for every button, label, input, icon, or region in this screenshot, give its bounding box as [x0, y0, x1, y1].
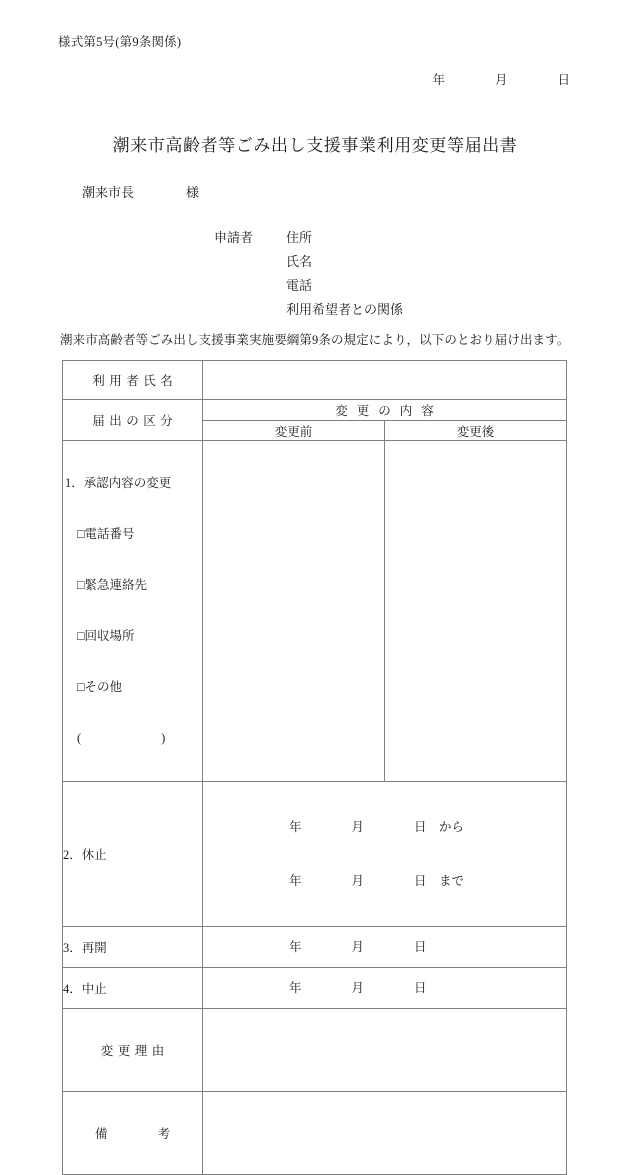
table-row-kubun-header: [63, 400, 567, 441]
table-row-remarks: [63, 1092, 567, 1175]
applicant-row: [214, 275, 403, 299]
approval-change-heading: 1．承認内容の変更: [65, 476, 172, 490]
table-row-user-name: [63, 361, 567, 400]
before-label: 変更前: [203, 421, 385, 441]
applicant-block: [214, 227, 403, 323]
applicant-phone-label: 電話: [286, 278, 313, 293]
change-content-label: 変更の内容: [203, 400, 566, 421]
applicant-relation-label: 利用希望者との関係: [286, 302, 404, 317]
change-content-title-row: [203, 400, 566, 421]
checkbox-other[interactable]: □その他: [77, 680, 123, 694]
applicant-label: 申請者: [214, 230, 254, 245]
paren-open: (: [77, 731, 82, 745]
addressee-line: 潮来市長 様: [82, 185, 200, 200]
after-label: 変更後: [456, 424, 495, 439]
page-title: 潮来市高齢者等ごみ出し支援事業利用変更等届出書: [112, 136, 518, 155]
table-row-suspension: [63, 782, 567, 927]
resume-label: 3．再開: [63, 927, 203, 968]
before-value-cell[interactable]: [203, 441, 385, 781]
approval-change-values-cell: [203, 441, 567, 782]
kubun-label: 届出の区分: [63, 400, 203, 441]
user-name-label: 利用者氏名: [63, 361, 203, 400]
cancel-date-cell[interactable]: [203, 968, 567, 1009]
applicant-row: [214, 299, 403, 323]
suspension-date-from: 年 月 日 から: [289, 820, 465, 834]
remarks-value-cell[interactable]: [203, 1092, 567, 1175]
applicant-address-label: 住所: [286, 230, 313, 245]
resume-date-cell[interactable]: [203, 927, 567, 968]
suspension-label: 2．休止: [63, 782, 203, 927]
applicant-name-label: 氏名: [286, 254, 313, 269]
table-row-cancel: [63, 968, 567, 1009]
table-row-resume: [63, 927, 567, 968]
checkbox-emergency-contact[interactable]: □緊急連絡先: [77, 578, 148, 592]
suspension-dates: [203, 782, 566, 926]
suspension-dates-cell[interactable]: [203, 782, 567, 927]
remarks-label: 備 考: [63, 1092, 203, 1175]
approval-change-options: [63, 441, 203, 782]
applicant-row: [214, 251, 403, 275]
table-row-reason: [63, 1009, 567, 1092]
resume-date: 年 月 日: [289, 940, 427, 954]
checkbox-phone-number[interactable]: □電話番号: [77, 527, 135, 541]
cancel-date: 年 月 日: [289, 981, 427, 995]
user-name-value-cell[interactable]: [203, 361, 567, 400]
applicant-row: [214, 227, 403, 251]
change-content-header-table: [203, 400, 566, 440]
reason-value-cell[interactable]: [203, 1009, 567, 1092]
suspension-date-to: 年 月 日 まで: [289, 874, 465, 888]
change-content-header-cell: [203, 400, 567, 441]
notification-table: [62, 360, 567, 1175]
document-date-line: 年 月 日: [432, 73, 570, 87]
table-row-approval-change: [63, 441, 567, 782]
cancel-label: 4．中止: [63, 968, 203, 1009]
other-detail-field[interactable]: [63, 730, 202, 747]
reason-label: 変更理由: [63, 1009, 203, 1092]
after-value-cell[interactable]: [385, 441, 566, 781]
checkbox-collection-place[interactable]: □回収場所: [77, 629, 135, 643]
before-after-split: [203, 441, 566, 781]
paren-close: ): [161, 731, 166, 745]
before-after-row: [203, 421, 566, 441]
form-number: 様式第5号(第9条関係): [58, 35, 182, 49]
intro-paragraph: 潮来市高齢者等ごみ出し支援事業実施要綱第9条の規定により，以下のとおり届け出ます。: [60, 333, 570, 347]
